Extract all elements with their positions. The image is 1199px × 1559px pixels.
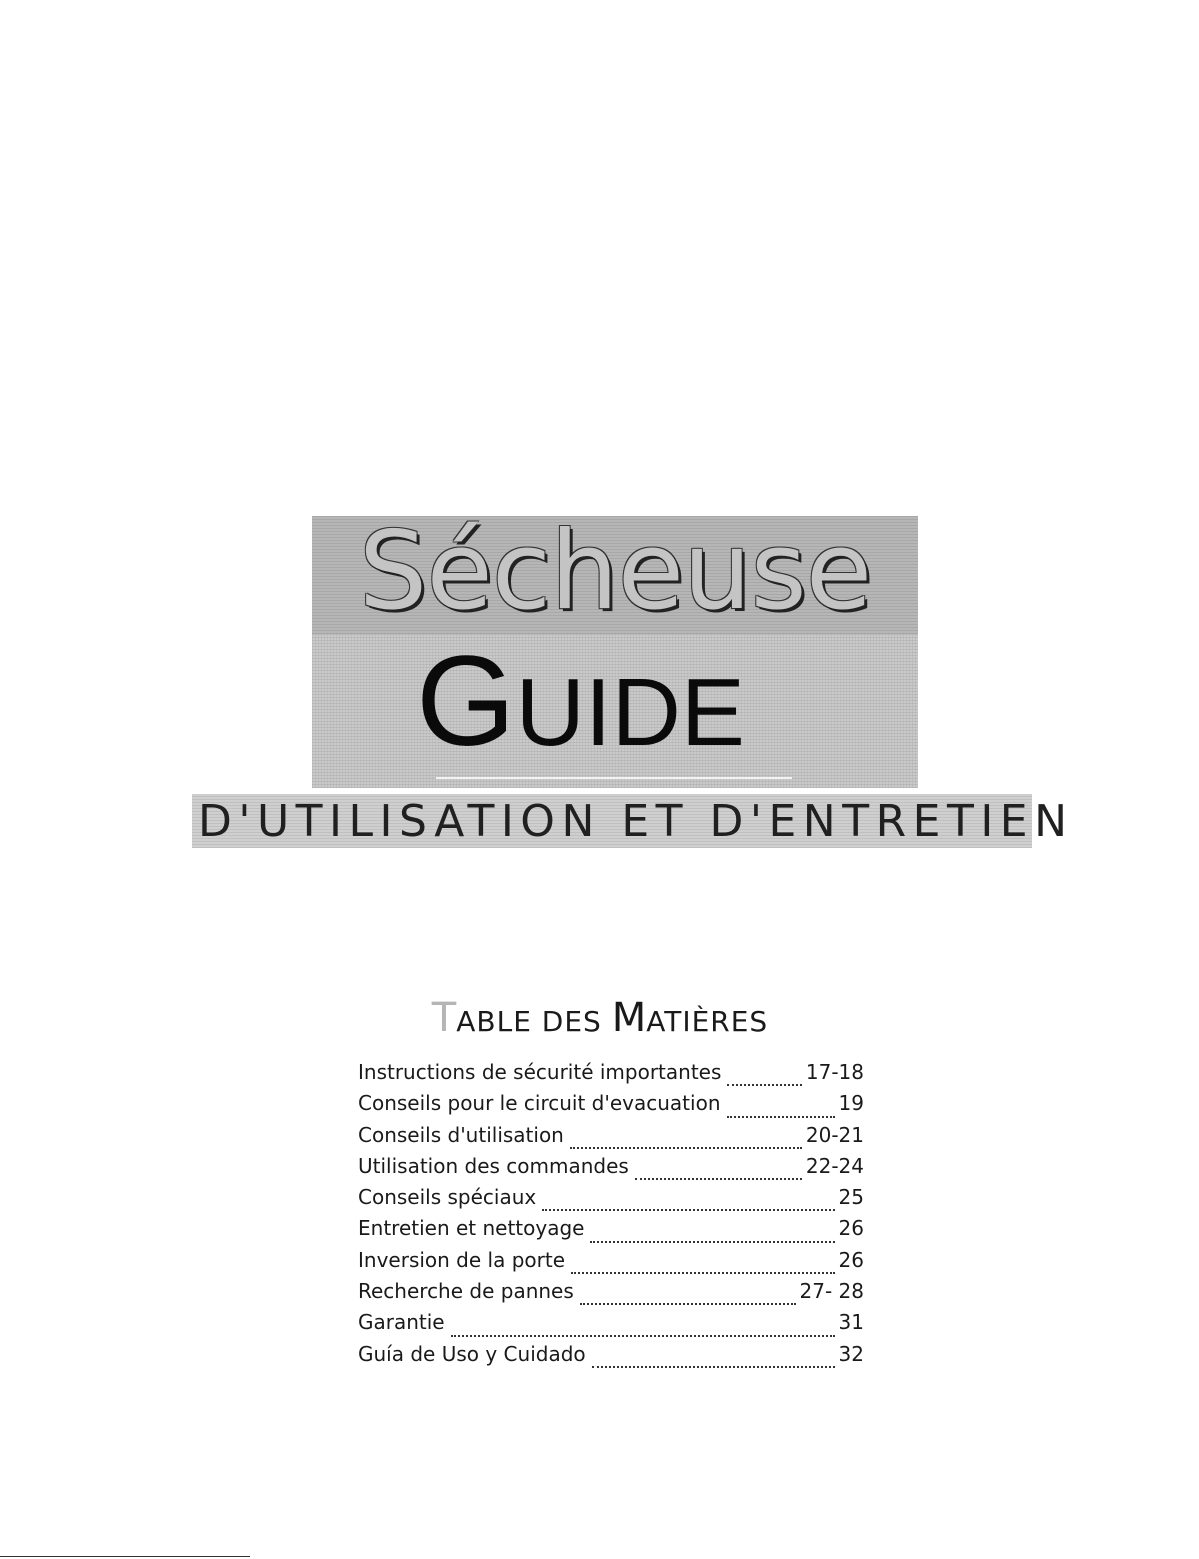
toc-heading-t-rest: ABLE DES [456,1005,612,1038]
title-divider [436,777,792,779]
toc-item-label: Conseils pour le circuit d'evacuation [358,1091,721,1116]
toc-item-leader [571,1272,835,1274]
subtitle-text: D'UTILISATION ET D'ENTRETIEN [198,796,1074,847]
toc-heading [330,995,870,1041]
toc-item-leader [635,1178,802,1180]
toc-item-page: 25 [838,1185,864,1210]
toc-item [358,1342,864,1373]
toc-item-label: Garantie [358,1310,445,1335]
title-guide-rest: UIDE [515,659,745,766]
toc-item-page: 22-24 [805,1153,864,1178]
toc-item-page: 20-21 [805,1122,864,1147]
toc-item-label: Conseils spéciaux [358,1185,537,1210]
toc-item [358,1060,864,1091]
title-band [312,509,918,634]
toc-item-label: Instructions de sécurité importantes [358,1060,722,1084]
toc-item-leader [727,1084,801,1086]
title-guide [416,632,745,783]
toc-item [358,1216,864,1247]
toc-item-leader [542,1209,834,1211]
toc-list [358,1060,864,1373]
toc-item [358,1279,864,1310]
toc-item-page: 27- 28 [799,1279,864,1304]
toc-item-page: 26 [838,1216,864,1241]
toc-heading-m-initial: M [611,995,647,1041]
toc-item-label: Guía de Uso y Cuidado [358,1341,586,1366]
toc-item [358,1310,864,1341]
toc-item-label: Entretien et nettoyage [358,1216,585,1241]
subtitle-bar [192,794,1074,848]
toc-item-leader [727,1116,835,1118]
toc-item-page: 26 [838,1247,864,1272]
title-secheuse: Sécheuse [358,509,872,634]
toc-item-leader [580,1303,796,1305]
toc-item-label: Conseils d'utilisation [358,1122,564,1147]
toc-item-page: 19 [838,1091,864,1116]
toc-item-leader [451,1335,835,1337]
toc-item [358,1185,864,1216]
toc-item-leader [570,1147,802,1149]
title-panel [312,509,918,788]
toc-item-label: Inversion de la porte [358,1247,566,1272]
toc-item-label: Recherche de pannes [358,1279,574,1304]
toc-item [358,1091,864,1122]
toc-item [358,1123,864,1154]
toc-item-page: 32 [838,1341,864,1366]
toc-item-leader [592,1366,835,1368]
toc-heading-t-initial: T [431,995,457,1041]
title-guide-initial: G [416,630,516,773]
toc-item [358,1154,864,1185]
toc-item [358,1248,864,1279]
toc-item-leader [590,1241,834,1243]
toc-item-page: 31 [838,1310,864,1335]
footer-rule [0,1556,250,1557]
toc-heading-m-rest: ATIÈRES [646,1005,769,1038]
toc-item-page: 17-18 [805,1060,864,1084]
toc-item-label: Utilisation des commandes [358,1153,629,1178]
